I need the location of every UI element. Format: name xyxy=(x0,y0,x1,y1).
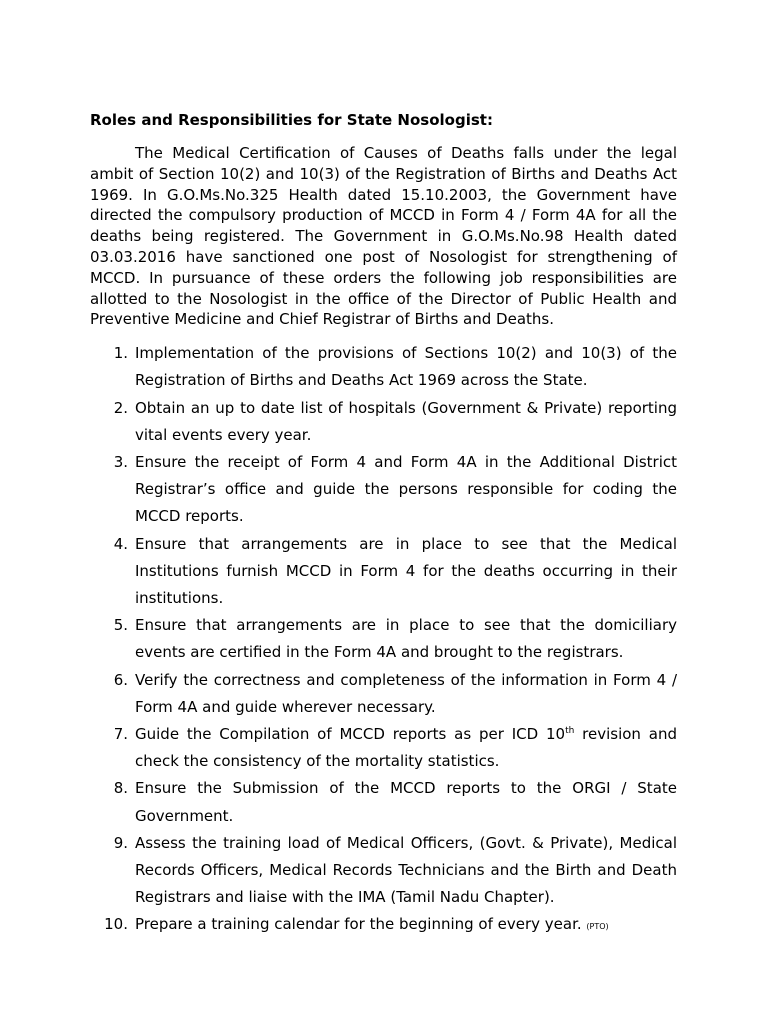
list-item-text: Ensure the receipt of Form 4 and Form 4A in the Additional District Registrar’s office and guide the persons responsible for coding the MCCD reports. xyxy=(135,452,677,526)
list-item-text-after: revision and check the consistency of the mortality statistics. xyxy=(135,725,677,771)
list-item xyxy=(90,449,677,531)
list-item-number: 10. xyxy=(104,915,128,934)
superscript-th: th xyxy=(565,726,575,737)
list-item-number: 9. xyxy=(113,833,128,852)
list-item xyxy=(90,531,677,613)
list-item-number: 8. xyxy=(113,779,128,798)
list-item xyxy=(90,830,677,912)
list-item xyxy=(90,721,677,775)
list-item xyxy=(90,340,677,394)
list-item-text: Verify the correctness and completeness of the information in Form 4 / Form 4A and guide wherever necessary. xyxy=(135,670,677,716)
list-item-text-before: Guide the Compilation of MCCD reports as per ICD 10 xyxy=(135,725,566,744)
list-item-text: Prepare a training calendar for the beginning of every year. xyxy=(135,915,587,934)
intro-paragraph: The Medical Certification of Causes of Deaths falls under the legal ambit of Section 10(2) and 10(3) of the Registration of Births and Deaths Act 1969. In G.O.Ms.No.325 Health dated 15.10.2003, the Government have directed the compulsory production of MCCD in Form 4 / Form 4A for all the deaths being registered. The Government in G.O.Ms.No.98 Health dated 03.03.2016 have sanctioned one post of Nosologist for strengthening of MCCD. In pursuance of these orders the following job responsibilities are allotted to the Nosologist in the office of the Director of Public Health and Preventive Medicine and Chief Registrar of Births and Deaths. xyxy=(90,144,677,329)
list-item-text: Obtain an up to date list of hospitals (Government & Private) reporting vital events every year. xyxy=(135,398,677,444)
document-title: Roles and Responsibilities for State Nosologist: xyxy=(90,111,493,129)
list-item-number: 1. xyxy=(113,344,128,363)
list-item xyxy=(90,667,677,721)
list-item-number: 6. xyxy=(113,670,128,689)
list-item-text: Ensure that arrangements are in place to see that the Medical Institutions furnish MCCD in Form 4 for the deaths occurring in their institutions. xyxy=(135,534,677,607)
list-item-number: 5. xyxy=(113,616,128,635)
list-item xyxy=(90,612,677,666)
list-item-number: 7. xyxy=(113,725,128,744)
list-item-text: Ensure the Submission of the MCCD reports to the ORGI / State Government. xyxy=(135,779,677,825)
list-item xyxy=(90,775,677,829)
document-page xyxy=(90,109,677,941)
list-item-text: Ensure that arrangements are in place to see that the domiciliary events are certified in the Form 4A and brought to the registrars. xyxy=(135,616,677,662)
list-item-text: Assess the training load of Medical Officers, (Govt. & Private), Medical Records Officers, Medical Records Technicians and the Birth and Death Registrars and liaise with the IMA (Tamil Nadu Chapter). xyxy=(135,833,677,907)
list-item xyxy=(90,911,677,940)
pto-note: (PTO) xyxy=(586,922,609,932)
list-item xyxy=(90,395,677,449)
list-item-number: 4. xyxy=(113,534,128,553)
list-item-number: 3. xyxy=(113,452,128,471)
list-item-text: Implementation of the provisions of Sections 10(2) and 10(3) of the Registration of Births and Deaths Act 1969 across the State. xyxy=(135,344,677,390)
responsibilities-list xyxy=(90,340,677,940)
list-item-number: 2. xyxy=(113,398,128,417)
